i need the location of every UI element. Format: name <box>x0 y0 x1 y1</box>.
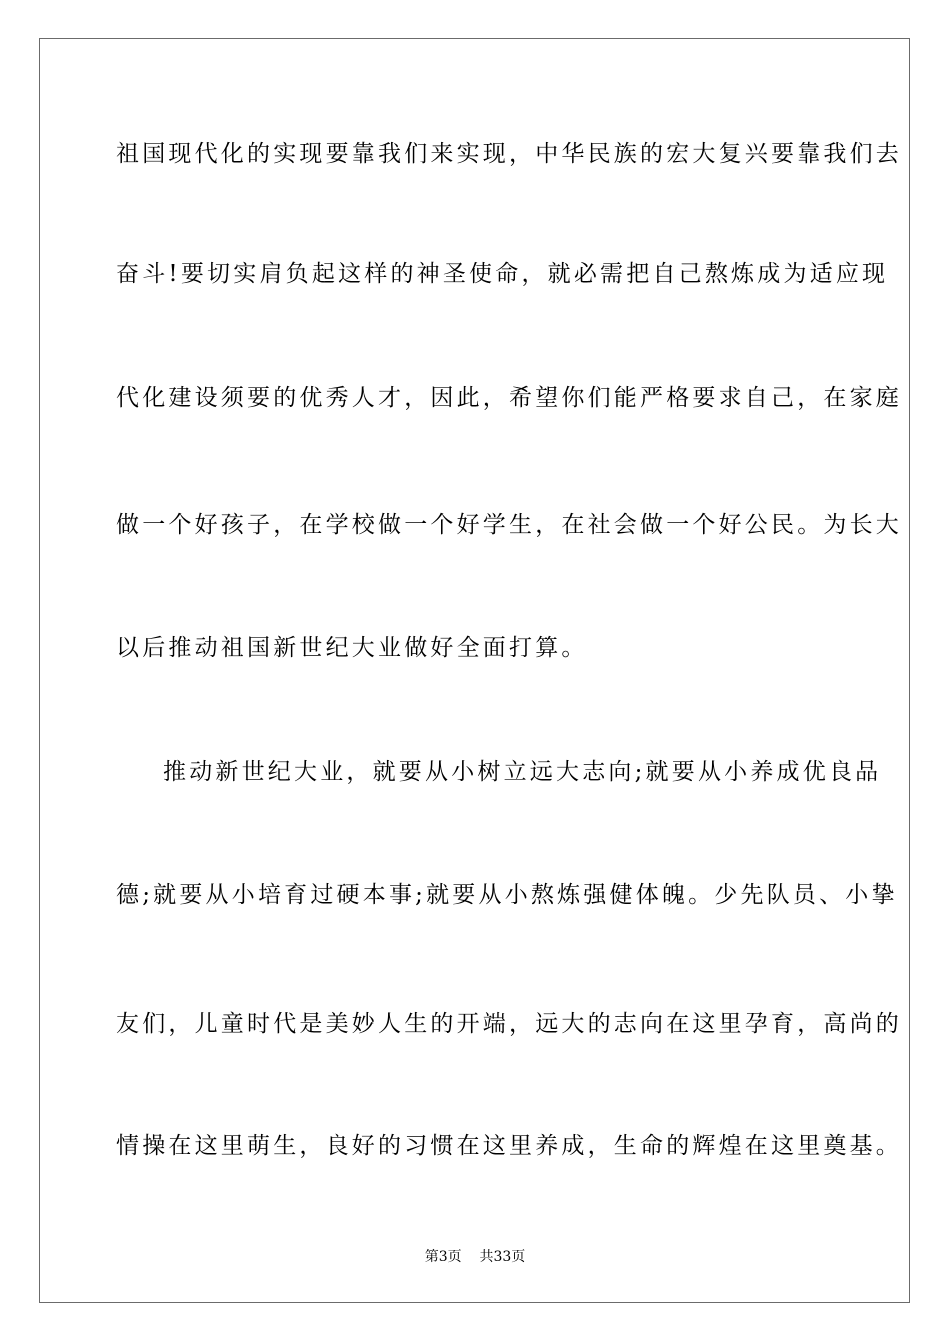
paragraph-line: 情操在这里萌生，良好的习惯在这里养成，生命的辉煌在这里奠基。 <box>116 1133 902 1159</box>
paragraph-line: 德;就要从小培育过硬本事;就要从小熬炼强健体魄。少先队员、小挚 <box>116 882 898 908</box>
paragraph-line: 代化建设须要的优秀人才，因此，希望你们能严格要求自己，在家庭 <box>116 385 902 411</box>
paragraph-line: 做一个好孩子，在学校做一个好学生，在社会做一个好公民。为长大 <box>116 512 902 538</box>
paragraph-line: 祖国现代化的实现要靠我们来实现，中华民族的宏大复兴要靠我们去 <box>116 141 902 167</box>
page-border <box>39 38 910 1303</box>
paragraph-line: 奋斗!要切实肩负起这样的神圣使命，就必需把自己熬炼成为适应现 <box>116 261 889 287</box>
paragraph-line: 友们，儿童时代是美妙人生的开端，远大的志向在这里孕育，高尚的 <box>116 1011 902 1037</box>
paragraph-line-indented: 推动新世纪大业，就要从小树立远大志向;就要从小养成优良品 <box>163 759 882 785</box>
paragraph-line: 以后推动祖国新世纪大业做好全面打算。 <box>116 635 588 661</box>
page-number-footer: 第3页 共33页 <box>424 1249 526 1265</box>
